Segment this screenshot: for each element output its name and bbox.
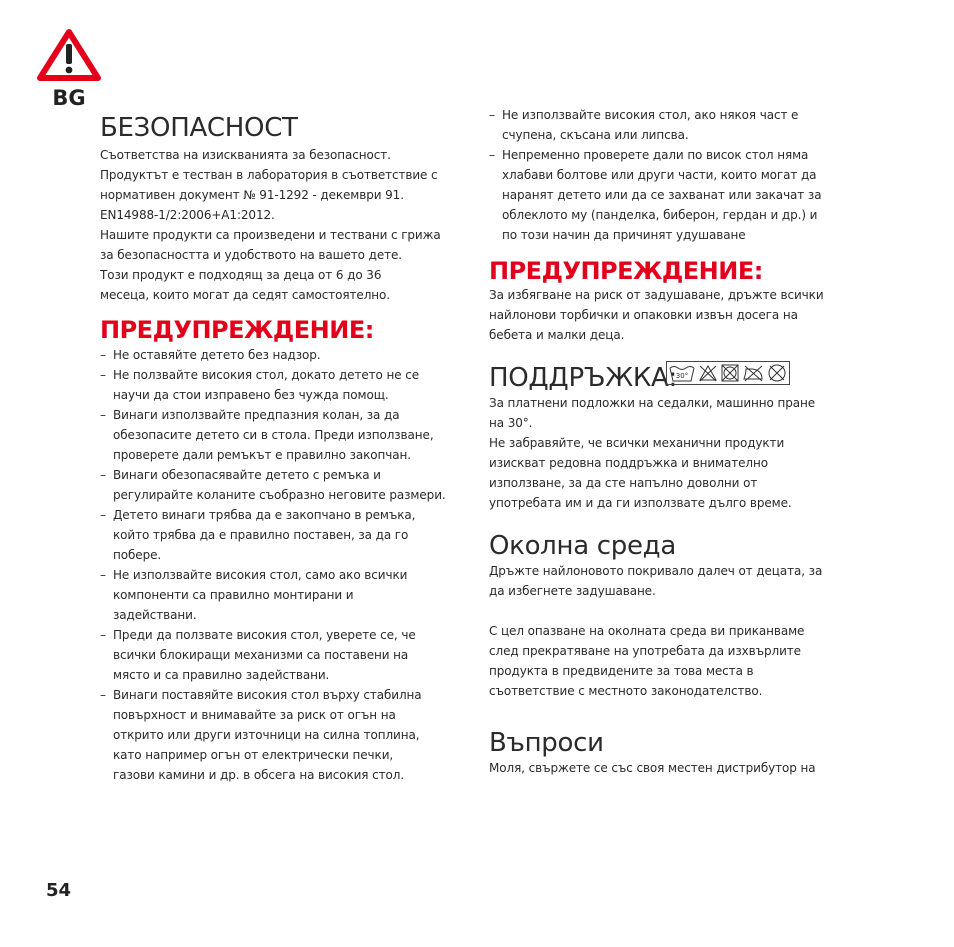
text-line: на 30°.: [489, 416, 533, 430]
text-line: изискват редовна поддръжка и внимателно: [489, 456, 768, 470]
warning-badge: [36, 28, 102, 112]
list-item: – Винаги обезопасявайте детето с ремъка и регулирайте коланите съобразно неговите размери.: [100, 465, 462, 505]
safety-heading: БЕЗОПАСНОСТ: [100, 113, 298, 143]
text-line: да избегнете задушаване.: [489, 584, 656, 598]
text-line: съответствие с местното законодателство.: [489, 684, 763, 698]
text-line: използване, за да сте напълно доволни от: [489, 476, 758, 490]
text-line: употребата им и да ги използвате дълго време.: [489, 496, 792, 510]
list-item: – Винаги използвайте предпазния колан, за да обезопасите детето си в стола. Преди използване, проверете дали ремъкът е правилно закопчан.: [100, 405, 462, 465]
questions-text: [489, 758, 816, 778]
list-item: – Не използвайте високия стол, ако някоя част е счупена, скъсана или липсва.: [489, 105, 849, 145]
no-iron-icon: [744, 366, 762, 381]
no-dry-clean-icon: [769, 365, 785, 381]
maintenance-heading: ПОДДРЪЖКА:: [489, 363, 677, 393]
language-code: BG: [52, 86, 86, 110]
safety-line: за безопасността и удобството на вашето дете.: [100, 248, 403, 262]
text-line: За платнени подложки на седалки, машинно пране: [489, 396, 816, 410]
questions-heading: Въпроси: [489, 728, 604, 758]
warning2-text: [489, 285, 824, 345]
environment-heading: Околна среда: [489, 531, 676, 561]
list-item: – Не използвайте високия стол, само ако всички компоненти са правилно монтирани и задействани.: [100, 565, 462, 625]
maintenance-text: [489, 393, 815, 513]
safety-text: [100, 145, 441, 305]
text-line: продукта в предвидените за това места в: [489, 664, 754, 678]
warning2-heading: ПРЕДУПРЕЖДЕНИЕ:: [489, 257, 763, 285]
warning-list: [100, 345, 462, 785]
safety-line: Нашите продукти са произведени и тествани с грижа: [100, 228, 441, 242]
no-bleach-icon: [700, 366, 716, 381]
page-number: 54: [46, 880, 72, 901]
list-item: – Преди да ползвате високия стол, уверете се, че всички блокиращи механизми са поставени на място и са правилно задействани.: [100, 625, 462, 685]
warning-list-continued: [489, 105, 849, 245]
safety-line: месеца, които могат да седят самостоятелно.: [100, 288, 390, 302]
warning-heading: ПРЕДУПРЕЖДЕНИЕ:: [100, 316, 374, 344]
care-symbols: [666, 361, 790, 385]
safety-line: нормативен документ № 91-1292 - декември 91.: [100, 188, 404, 202]
text-line: Моля, свържете се със своя местен дистрибутор на: [489, 761, 816, 775]
list-item: – Не ползвайте високия стол, докато детето не се научи да стои изправено без чужда помощ.: [100, 365, 462, 405]
environment-text: [489, 561, 822, 601]
text-line: след прекратяване на употребата да изхвърлите: [489, 644, 801, 658]
svg-text:30°: 30°: [675, 372, 689, 380]
list-item: – Непременно проверете дали по висок стол няма хлабави болтове или други части, които могат да наранят детето или да се захванат или закачат за облеклото му (панделка, биберон, гердан и др.) и по този начин да причинят удушаване: [489, 145, 849, 245]
warning-triangle-icon: [36, 28, 102, 84]
wash-30-icon: [670, 367, 694, 382]
text-line: Не забравяйте, че всички механични продукти: [489, 436, 785, 450]
environment-text-2: [489, 621, 804, 701]
text-line: За избягване на риск от задушаване, дръжте всички: [489, 288, 824, 302]
list-item: – Детето винаги трябва да е закопчано в ремъка, който трябва да е правилно поставен, за да го побере.: [100, 505, 462, 565]
list-item: – Не оставяйте детето без надзор.: [100, 345, 462, 365]
text-line: Дръжте найлоновото покривало далеч от децата, за: [489, 564, 823, 578]
text-line: С цел опазване на околната среда ви приканваме: [489, 624, 805, 638]
list-item: – Винаги поставяйте високия стол върху стабилна повърхност и внимавайте за риск от огън на открито или други източници на силна топлина, като например огън от електрически печки, газови камини и др. в обсега на високия стол.: [100, 685, 462, 785]
text-line: бебета и малки деца.: [489, 328, 625, 342]
safety-line: Продуктът е тестван в лаборатория в съответствие с: [100, 168, 438, 182]
safety-line: Този продукт е подходящ за деца от 6 до 36: [100, 268, 382, 282]
safety-line: EN14988-1/2:2006+A1:2012.: [100, 208, 275, 222]
no-tumble-dry-icon: [722, 365, 738, 381]
safety-line: Съответства на изискванията за безопасност.: [100, 148, 391, 162]
text-line: найлонови торбички и опаковки извън досега на: [489, 308, 798, 322]
